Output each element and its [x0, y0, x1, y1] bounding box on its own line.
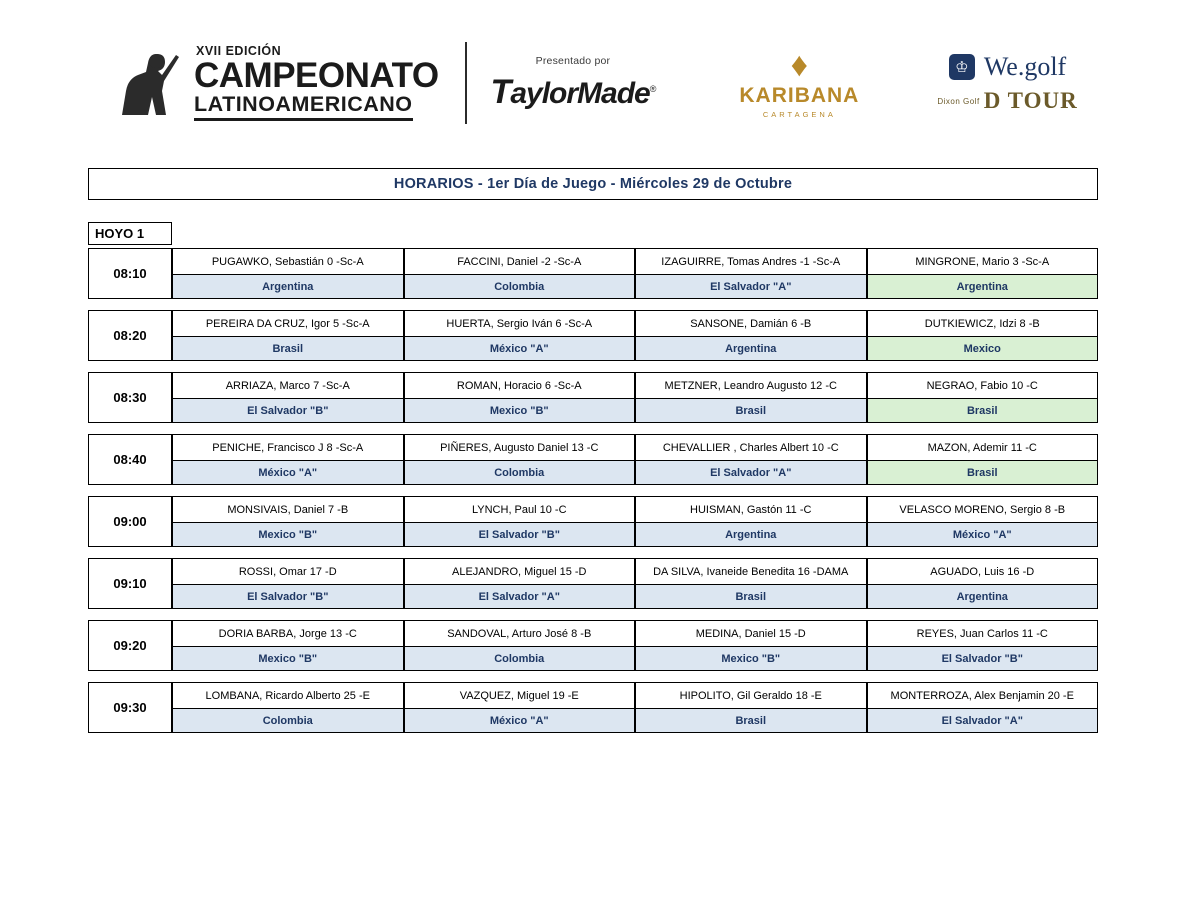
player-country-cell: México "A" — [172, 460, 404, 485]
player-name-cell: DUTKIEWICZ, Idzi 8 -B — [867, 310, 1099, 336]
player-country-cell: El Salvador "A" — [635, 460, 867, 485]
logo-divider — [465, 42, 467, 124]
championship-name: CAMPEONATO — [194, 56, 439, 96]
player-name-row — [172, 310, 1098, 336]
taylormade-logo — [491, 55, 656, 112]
player-country-cell: Colombia — [172, 708, 404, 733]
player-name-cell: VAZQUEZ, Miguel 19 -E — [404, 682, 636, 708]
player-name-row — [172, 372, 1098, 398]
player-name-cell: ROSSI, Omar 17 -D — [172, 558, 404, 584]
wegolf-crest-icon: ♔ — [949, 54, 975, 80]
player-country-row — [172, 708, 1098, 733]
player-name-cell: REYES, Juan Carlos 11 -C — [867, 620, 1099, 646]
logo-bar — [0, 28, 1200, 138]
group-players — [172, 682, 1098, 733]
group-players — [172, 558, 1098, 609]
group-players — [172, 620, 1098, 671]
player-country-cell: México "A" — [404, 336, 636, 361]
golfer-silhouette-icon — [118, 45, 184, 121]
player-country-cell: Mexico — [867, 336, 1099, 361]
player-name-cell: CHEVALLIER , Charles Albert 10 -C — [635, 434, 867, 460]
player-name-row — [172, 434, 1098, 460]
player-name-cell: FACCINI, Daniel -2 -Sc-A — [404, 248, 636, 274]
player-country-cell: Colombia — [404, 646, 636, 671]
tee-time: 08:40 — [88, 434, 172, 485]
tee-time-group — [88, 372, 1098, 423]
player-country-row — [172, 398, 1098, 423]
tee-time: 09:30 — [88, 682, 172, 733]
player-name-cell: LYNCH, Paul 10 -C — [404, 496, 636, 522]
player-country-cell: Mexico "B" — [404, 398, 636, 423]
player-country-cell: Argentina — [635, 522, 867, 547]
player-country-cell: México "A" — [404, 708, 636, 733]
player-name-cell: DORIA BARBA, Jorge 13 -C — [172, 620, 404, 646]
tee-time-group — [88, 434, 1098, 485]
player-name-row — [172, 620, 1098, 646]
player-name-cell: MEDINA, Daniel 15 -D — [635, 620, 867, 646]
karibana-location: CARTAGENA — [762, 109, 836, 119]
tee-time-group — [88, 248, 1098, 299]
player-name-cell: PIÑERES, Augusto Daniel 13 -C — [404, 434, 636, 460]
group-players — [172, 434, 1098, 485]
tee-time: 08:30 — [88, 372, 172, 423]
tee-time: 09:10 — [88, 558, 172, 609]
group-players — [172, 372, 1098, 423]
player-name-cell: MONTERROZA, Alex Benjamin 20 -E — [867, 682, 1099, 708]
player-name-cell: NEGRAO, Fabio 10 -C — [867, 372, 1099, 398]
wegolf-logo — [949, 52, 1066, 82]
player-country-cell: El Salvador "B" — [404, 522, 636, 547]
player-country-cell: El Salvador "B" — [867, 646, 1099, 671]
player-name-cell: ROMAN, Horacio 6 -Sc-A — [404, 372, 636, 398]
tee-time-group — [88, 682, 1098, 733]
player-country-cell: Brasil — [635, 708, 867, 733]
player-name-cell: MONSIVAIS, Daniel 7 -B — [172, 496, 404, 522]
taylormade-initial: T — [490, 72, 511, 111]
tee-time: 09:00 — [88, 496, 172, 547]
player-country-cell: Mexico "B" — [635, 646, 867, 671]
player-name-cell: MAZON, Ademir 11 -C — [867, 434, 1099, 460]
hole-label: HOYO 1 — [88, 222, 172, 245]
group-players — [172, 496, 1098, 547]
tee-time: 08:10 — [88, 248, 172, 299]
tee-time-group — [88, 310, 1098, 361]
player-name-cell: AGUADO, Luis 16 -D — [867, 558, 1099, 584]
player-name-cell: PUGAWKO, Sebastián 0 -Sc-A — [172, 248, 404, 274]
player-country-cell: México "A" — [867, 522, 1099, 547]
player-name-row — [172, 496, 1098, 522]
championship-edition: XVII EDICIÓN — [196, 43, 282, 58]
player-country-row — [172, 336, 1098, 361]
taylormade-wordmark — [491, 73, 656, 112]
player-name-cell: IZAGUIRRE, Tomas Andres -1 -Sc-A — [635, 248, 867, 274]
player-name-cell: MINGRONE, Mario 3 -Sc-A — [867, 248, 1099, 274]
player-name-row — [172, 248, 1098, 274]
taylormade-registered-mark: ® — [649, 83, 656, 94]
player-name-cell: VELASCO MORENO, Sergio 8 -B — [867, 496, 1099, 522]
schedule-title-bar — [88, 168, 1098, 200]
player-name-cell: METZNER, Leandro Augusto 12 -C — [635, 372, 867, 398]
championship-subtitle: LATINOAMERICANO — [194, 93, 413, 122]
wegolf-wordmark: We.golf — [983, 52, 1067, 81]
player-name-cell: HUERTA, Sergio Iván 6 -Sc-A — [404, 310, 636, 336]
tee-time-group — [88, 558, 1098, 609]
group-players — [172, 310, 1098, 361]
player-name-cell: HUISMAN, Gastón 11 -C — [635, 496, 867, 522]
player-name-cell: HIPOLITO, Gil Geraldo 18 -E — [635, 682, 867, 708]
player-country-cell: Mexico "B" — [172, 522, 404, 547]
player-country-row — [172, 646, 1098, 671]
partner-logos — [937, 52, 1077, 114]
player-name-cell: LOMBANA, Ricardo Alberto 25 -E — [172, 682, 404, 708]
player-name-cell: PENICHE, Francisco J 8 -Sc-A — [172, 434, 404, 460]
group-players — [172, 248, 1098, 299]
karibana-logo — [739, 45, 860, 119]
tee-time-group — [88, 620, 1098, 671]
player-country-row — [172, 522, 1098, 547]
player-country-cell: Argentina — [172, 274, 404, 299]
player-country-cell: Brasil — [867, 398, 1099, 423]
schedule-table — [88, 248, 1098, 744]
player-country-cell: El Salvador "A" — [404, 584, 636, 609]
championship-logo — [118, 45, 439, 121]
player-country-cell: El Salvador "A" — [635, 274, 867, 299]
player-name-row — [172, 682, 1098, 708]
karibana-flame-icon: ♦ — [790, 45, 809, 84]
presented-by-label: Presentado por — [535, 54, 611, 67]
tee-time: 09:20 — [88, 620, 172, 671]
player-name-cell: ARRIAZA, Marco 7 -Sc-A — [172, 372, 404, 398]
player-name-row — [172, 558, 1098, 584]
player-country-cell: El Salvador "A" — [867, 708, 1099, 733]
player-country-row — [172, 460, 1098, 485]
tee-time-group — [88, 496, 1098, 547]
dtour-small-text: Dixon Golf — [937, 96, 980, 106]
taylormade-rest: aylorMade — [510, 76, 650, 110]
player-country-cell: Brasil — [172, 336, 404, 361]
player-country-cell: Argentina — [867, 274, 1099, 299]
player-name-cell: SANSONE, Damián 6 -B — [635, 310, 867, 336]
player-country-cell: Brasil — [635, 584, 867, 609]
player-country-cell: El Salvador "B" — [172, 398, 404, 423]
dtour-wordmark: D TOUR — [983, 88, 1078, 113]
player-country-row — [172, 274, 1098, 299]
player-country-cell: Mexico "B" — [172, 646, 404, 671]
player-country-cell: Colombia — [404, 460, 636, 485]
player-country-cell: Argentina — [867, 584, 1099, 609]
tee-time: 08:20 — [88, 310, 172, 361]
player-name-cell: ALEJANDRO, Miguel 15 -D — [404, 558, 636, 584]
dtour-logo — [937, 88, 1077, 114]
player-name-cell: PEREIRA DA CRUZ, Igor 5 -Sc-A — [172, 310, 404, 336]
player-name-cell: SANDOVAL, Arturo José 8 -B — [404, 620, 636, 646]
player-country-cell: Argentina — [635, 336, 867, 361]
player-country-cell: Brasil — [635, 398, 867, 423]
player-country-cell: Brasil — [867, 460, 1099, 485]
player-country-row — [172, 584, 1098, 609]
player-country-cell: El Salvador "B" — [172, 584, 404, 609]
page-title: HORARIOS - 1er Día de Juego - Miércoles 29 de Octubre — [393, 176, 793, 192]
karibana-name: KARIBANA — [739, 83, 860, 107]
player-name-cell: DA SILVA, Ivaneide Benedita 16 -DAMA — [635, 558, 867, 584]
player-country-cell: Colombia — [404, 274, 636, 299]
